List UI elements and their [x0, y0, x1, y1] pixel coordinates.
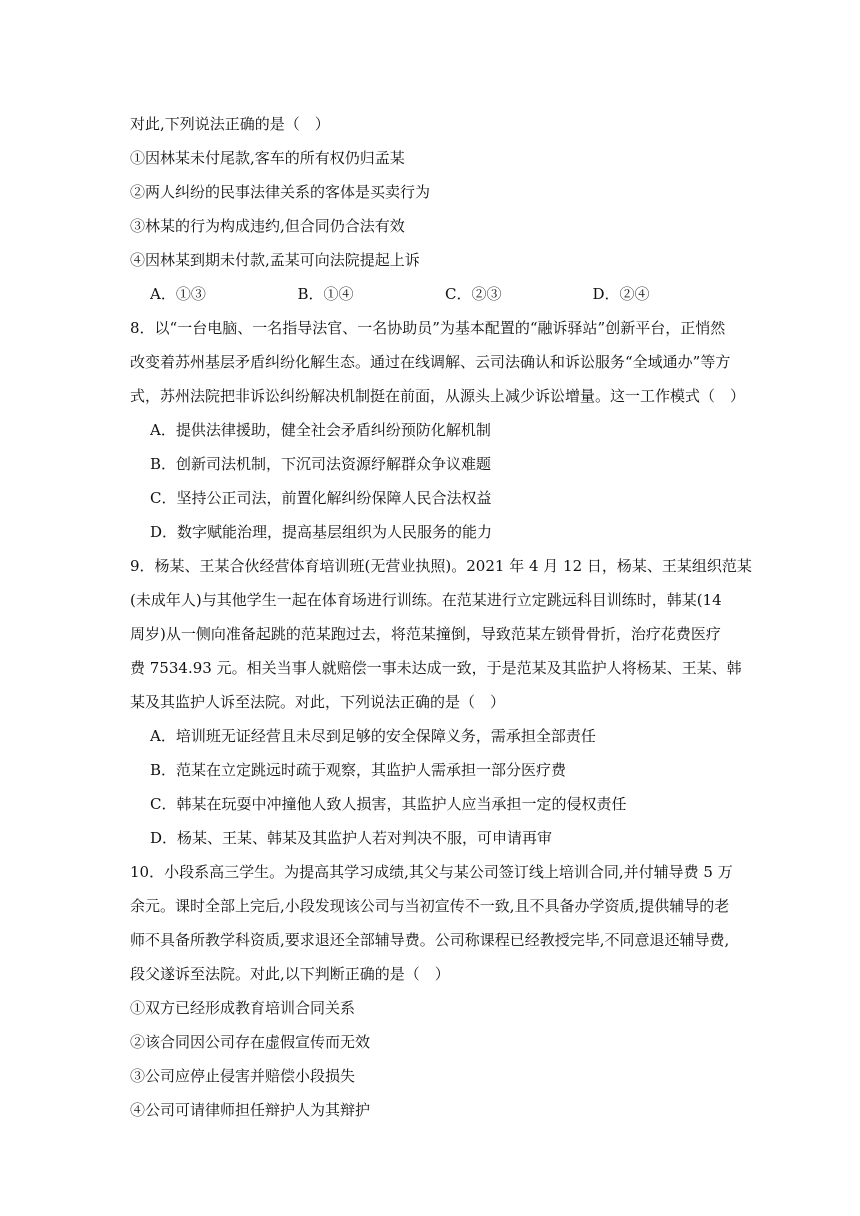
q7-statement-2: ②两人纠纷的民事法律关系的客体是买卖行为 [130, 183, 431, 201]
q10-statement-2: ②该合同因公司存在虚假宣传而无效 [130, 1033, 371, 1051]
q10-statement-4: ④公司可请律师担任辩护人为其辩护 [130, 1101, 371, 1119]
q7-choice-a: A．①③ [150, 285, 206, 303]
q8-option-a: A．提供法律援助，健全社会矛盾纠纷预防化解机制 [150, 421, 491, 439]
q7-choice-d: D．②④ [592, 285, 650, 303]
q10-statement-3: ③公司应停止侵害并赔偿小段损失 [130, 1067, 356, 1085]
q10-stem [130, 855, 740, 991]
q7-choice-c: C．②③ [445, 285, 502, 303]
q9-option-b: B．范某在立定跳远时疏于观察，其监护人需承担一部分医疗费 [150, 761, 567, 779]
q9-option-d: D．杨某、王某、韩某及其监护人若对判决不服，可申请再审 [150, 829, 553, 847]
q10-line-1: 10．小段系高三学生。为提高其学习成绩,其父与某公司签订线上培训合同,并付辅导费 5 万 [130, 863, 733, 881]
q8-stem [130, 311, 746, 413]
q7-statement-1: ①因林某未付尾款,客车的所有权仍归孟某 [130, 149, 405, 167]
q10-line-2: 余元。课时全部上完后,小段发现该公司与当初宣传不一致,且不具备办学资质,提供辅导的老 [130, 897, 730, 915]
q10-statement-1: ①双方已经形成教育培训合同关系 [130, 999, 356, 1017]
document-content [130, 107, 752, 1127]
q9-line-2: (未成年人)与其他学生一起在体育场进行训练。在范某进行立定跳远科目训练时，韩某(14 [130, 591, 722, 609]
q9-option-a: A．培训班无证经营且未尽到足够的安全保障义务，需承担全部责任 [150, 727, 596, 745]
q10-line-4: 段父遂诉至法院。对此,以下判断正确的是（ ） [130, 965, 450, 983]
q7-statement-3: ③林某的行为构成违约,但合同仍合法有效 [130, 217, 405, 235]
q9-option-c: C．韩某在玩耍中冲撞他人致人损害，其监护人应当承担一定的侵权责任 [150, 795, 627, 813]
q8-option-d: D．数字赋能治理，提高基层组织为人民服务的能力 [150, 523, 493, 541]
q8-option-c: C．坚持公正司法，前置化解纠纷保障人民合法权益 [150, 489, 492, 507]
q9-line-1: 9．杨某、王某合伙经营体育培训班(无营业执照)。2021 年 4 月 12 日，杨某、王某组织范某 [130, 557, 752, 575]
q8-line-1: 8．以“一台电脑、一名指导法官、一名协助员”为基本配置的“融诉驿站”创新平台，正悄然 [130, 319, 726, 337]
q7-choice-b: B．①④ [297, 285, 354, 303]
q9-line-3: 周岁)从一侧向准备起跳的范某跑过去，将范某撞倒，导致范某左锁骨骨折，治疗花费医疗 [130, 625, 721, 643]
q9-line-5: 某及其监护人诉至法院。对此，下列说法正确的是（ ） [130, 693, 506, 711]
q8-line-3: 式，苏州法院把非诉讼纠纷解决机制挺在前面，从源头上减少诉讼增量。这一工作模式（ ） [130, 387, 746, 405]
q9-stem [130, 549, 752, 719]
q7-choices [130, 277, 740, 311]
q7-stem: 对此,下列说法正确的是（ ） [130, 115, 330, 133]
q8-option-b: B．创新司法机制，下沉司法资源纾解群众争议难题 [150, 455, 492, 473]
q8-line-2: 改变着苏州基层矛盾纠纷化解生态。通过在线调解、云司法确认和诉讼服务“全域通办”等方 [130, 353, 731, 371]
q7-statement-4: ④因林某到期未付款,孟某可向法院提起上诉 [130, 251, 420, 269]
q9-line-4: 费 7534.93 元。相关当事人就赔偿一事未达成一致，于是范某及其监护人将杨某、王某、韩 [130, 659, 742, 677]
q10-line-3: 师不具备所教学科资质,要求退还全部辅导费。公司称课程已经教授完毕,不同意退还辅导费, [130, 931, 730, 949]
